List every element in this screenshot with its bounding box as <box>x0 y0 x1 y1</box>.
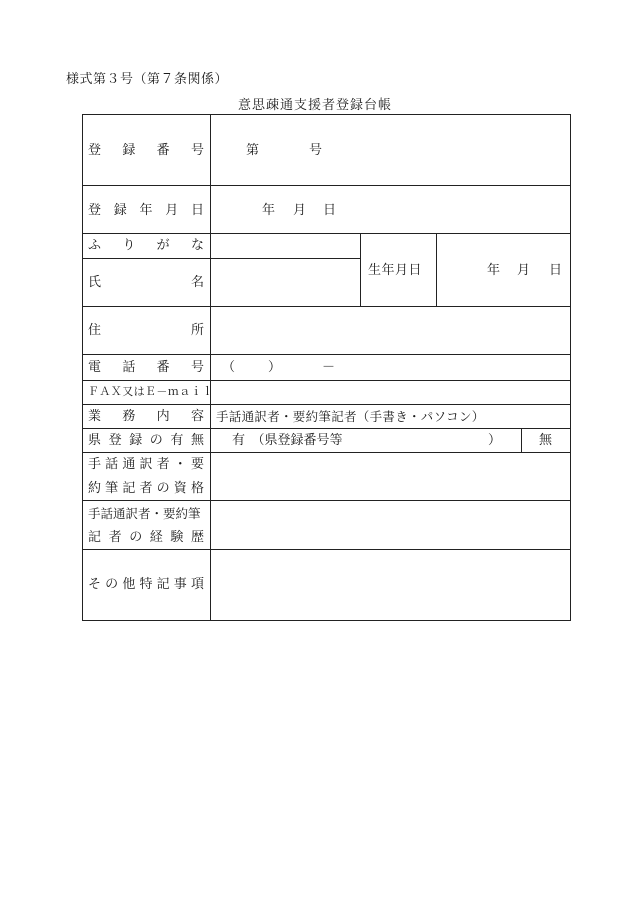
reg-date-label: 登 録 年 月 日 <box>88 203 204 218</box>
reg-date-day: 日 <box>323 203 337 218</box>
birth-year: 年 <box>487 263 501 278</box>
birth-label: 生年月日 <box>368 263 423 278</box>
phone-close-paren: ） <box>268 360 282 375</box>
pref-reg-close-paren: ） <box>488 433 502 448</box>
experience-label-line1: 手話通訳者・要約筆 <box>88 506 201 521</box>
row-divider <box>82 549 571 550</box>
row-divider <box>82 185 571 186</box>
address-label: 住 所 <box>88 323 204 338</box>
pref-reg-no: 無 <box>539 433 553 448</box>
pref-reg-yes: 有 （県登録番号等 <box>232 433 343 448</box>
furigana-label: ふ り が な <box>88 238 204 253</box>
form-number: 様式第３号（第７条関係） <box>66 72 229 87</box>
phone-dash: － <box>322 360 336 375</box>
reg-date-month: 月 <box>293 203 307 218</box>
row-divider <box>82 380 571 381</box>
reg-date-year: 年 <box>262 203 276 218</box>
duties-label: 業 務 内 容 <box>88 409 204 424</box>
row-divider <box>82 452 571 453</box>
other-notes-label: そ の 他 特 記 事 項 <box>88 577 204 592</box>
column-divider <box>360 233 361 306</box>
qualification-label-line2: 約 筆 記 者 の 資 格 <box>88 481 204 496</box>
row-divider <box>82 306 571 307</box>
row-divider <box>82 354 571 355</box>
qualification-label-line1: 手 話 通 訳 者 ・ 要 <box>88 457 204 472</box>
page-title: 意思疎通支援者登録台帳 <box>237 98 392 113</box>
name-label: 氏 名 <box>88 275 204 290</box>
row-divider <box>82 233 571 234</box>
row-divider <box>82 404 571 405</box>
phone-label: 電 話 番 号 <box>88 360 204 375</box>
label-column-divider <box>210 114 211 621</box>
reg-number-label: 登 録 番 号 <box>88 143 204 158</box>
fax-label: ＦＡＸ又はＥ－ｍａｉｌ <box>88 385 214 398</box>
reg-number-prefix: 第 <box>246 143 260 158</box>
experience-label-line2: 記 者 の 経 験 歴 <box>88 530 204 545</box>
birth-day: 日 <box>549 263 563 278</box>
reg-number-suffix: 号 <box>309 143 323 158</box>
column-divider <box>521 428 522 452</box>
duties-value: 手話通訳者・要約筆記者（手書き・パソコン） <box>216 409 485 424</box>
row-divider <box>82 258 360 259</box>
column-divider <box>436 233 437 306</box>
row-divider <box>82 428 571 429</box>
phone-open-paren: （ <box>222 360 236 375</box>
row-divider <box>82 500 571 501</box>
birth-month: 月 <box>517 263 531 278</box>
pref-reg-label: 県 登 録 の 有 無 <box>88 433 204 448</box>
